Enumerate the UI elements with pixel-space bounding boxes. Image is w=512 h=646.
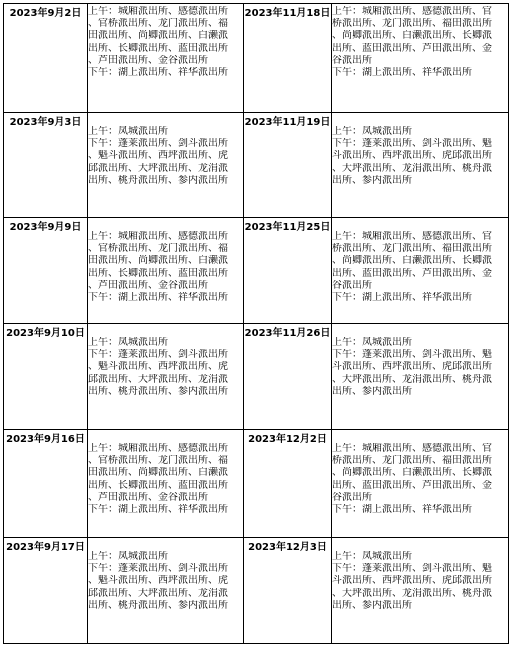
schedule-line: 、官桥派出所、龙门派出所、福: [88, 455, 228, 467]
schedule-line: 上午：凤城派出所: [88, 551, 168, 562]
station-schedule-cell: [88, 324, 244, 430]
schedule-line: 上午：城厢派出所、感德派出所: [88, 443, 228, 454]
schedule-line: 下午：蓬莱派出所、剑斗派出所、魁: [332, 349, 492, 361]
schedule-line: 出所、桃舟派出所、参内派出所: [88, 599, 228, 611]
schedule-line: 、大坪派出所、龙涓派出所、桃舟派: [332, 587, 492, 599]
station-schedule-cell: [88, 430, 244, 538]
date-cell: 2023年9月16日: [4, 430, 88, 538]
schedule-line: 上午：城厢派出所、感德派出所: [88, 6, 228, 17]
schedule-line: 下午：蓬莱派出所、剑斗派出所、魁: [332, 563, 492, 575]
station-schedule-cell: [88, 4, 244, 113]
schedule-body: [4, 4, 509, 644]
schedule-line: 谷派出所: [332, 279, 372, 291]
schedule-line: 邱派出所、大坪派出所、龙涓派: [88, 587, 228, 599]
schedule-line: 、芦田派出所、金谷派出所: [88, 491, 208, 503]
date-cell: 2023年11月25日: [244, 218, 332, 324]
station-schedule-cell: [332, 324, 509, 430]
schedule-row: [4, 113, 509, 218]
station-schedule-cell: [332, 430, 509, 538]
schedule-line: 上午：凤城派出所: [332, 551, 412, 562]
schedule-line: 、魁斗派出所、西坪派出所、虎: [88, 150, 228, 162]
date-cell: 2023年9月10日: [4, 324, 88, 430]
schedule-line: 、官桥派出所、龙门派出所、福: [88, 18, 228, 30]
schedule-line: 斗派出所、西坪派出所、虎邱派出所: [332, 150, 492, 162]
schedule-line: 斗派出所、西坪派出所、虎邱派出所: [332, 575, 492, 587]
schedule-line: 、大坪派出所、龙涓派出所、桃舟派: [332, 373, 492, 385]
date-cell: 2023年9月3日: [4, 113, 88, 218]
schedule-line: 邱派出所、大坪派出所、龙涓派: [88, 373, 228, 385]
schedule-line: 桥派出所、龙门派出所、福田派出所: [332, 18, 492, 30]
schedule-line: 桥派出所、龙门派出所、福田派出所: [332, 455, 492, 467]
schedule-row: [4, 324, 509, 430]
schedule-line: 出所、长卿派出所、蓝田派出所: [88, 42, 228, 54]
schedule-line: 、尚卿派出所、白濑派出所、长卿派: [332, 255, 492, 267]
schedule-line: 、大坪派出所、龙涓派出所、桃舟派: [332, 162, 492, 174]
date-cell: 2023年9月9日: [4, 218, 88, 324]
schedule-line: 谷派出所: [332, 491, 372, 503]
schedule-line: 出所、蓝田派出所、芦田派出所、金: [332, 479, 492, 491]
schedule-line: 上午：凤城派出所: [88, 126, 168, 137]
date-cell: 2023年11月19日: [244, 113, 332, 218]
station-schedule-cell: [88, 538, 244, 644]
station-schedule-cell: [332, 4, 509, 113]
schedule-line: 出所、桃舟派出所、参内派出所: [88, 174, 228, 186]
station-schedule-cell: [332, 113, 509, 218]
station-schedule-cell: [332, 218, 509, 324]
schedule-table: [3, 3, 509, 644]
schedule-row: [4, 430, 509, 538]
schedule-line: 下午：蓬莱派出所、剑斗派出所: [88, 138, 228, 150]
schedule-line: 下午：湖上派出所、祥华派出所: [88, 67, 228, 79]
station-schedule-cell: [88, 218, 244, 324]
date-cell: 2023年9月2日: [4, 4, 88, 113]
schedule-line: 出所、参内派出所: [332, 174, 412, 186]
schedule-line: 上午：城厢派出所、感德派出所、官: [332, 6, 492, 17]
schedule-line: 下午：湖上派出所、祥华派出所: [88, 292, 228, 304]
schedule-line: 出所、长卿派出所、蓝田派出所: [88, 479, 228, 491]
schedule-line: 上午：凤城派出所: [332, 126, 412, 137]
schedule-line: 出所、桃舟派出所、参内派出所: [88, 385, 228, 397]
schedule-line: 上午：城厢派出所、感德派出所: [88, 231, 228, 242]
date-cell: 2023年12月3日: [244, 538, 332, 644]
schedule-line: 下午：湖上派出所、祥华派出所: [332, 292, 472, 304]
schedule-line: 谷派出所: [332, 54, 372, 66]
schedule-line: 、芦田派出所、金谷派出所: [88, 279, 208, 291]
schedule-line: 出所、蓝田派出所、芦田派出所、金: [332, 267, 492, 279]
schedule-line: 下午：蓬莱派出所、剑斗派出所: [88, 349, 228, 361]
schedule-line: 下午：湖上派出所、祥华派出所: [332, 504, 472, 516]
schedule-row: [4, 538, 509, 644]
schedule-line: 、魁斗派出所、西坪派出所、虎: [88, 575, 228, 587]
schedule-line: 下午：蓬莱派出所、剑斗派出所: [88, 563, 228, 575]
schedule-line: 、魁斗派出所、西坪派出所、虎: [88, 361, 228, 373]
schedule-line: 上午：凤城派出所: [332, 337, 412, 348]
date-cell: 2023年11月18日: [244, 4, 332, 113]
schedule-line: 、芦田派出所、金谷派出所: [88, 54, 208, 66]
schedule-line: 下午：蓬莱派出所、剑斗派出所、魁: [332, 138, 492, 150]
station-schedule-cell: [88, 113, 244, 218]
schedule-line: 、尚卿派出所、白濑派出所、长卿派: [332, 30, 492, 42]
station-schedule-cell: [332, 538, 509, 644]
date-cell: 2023年11月26日: [244, 324, 332, 430]
schedule-row: [4, 4, 509, 113]
schedule-line: 田派出所、尚卿派出所、白濑派: [88, 30, 228, 42]
date-cell: 2023年9月17日: [4, 538, 88, 644]
schedule-line: 上午：城厢派出所、感德派出所、官: [332, 231, 492, 242]
schedule-line: 桥派出所、龙门派出所、福田派出所: [332, 243, 492, 255]
date-cell: 2023年12月2日: [244, 430, 332, 538]
schedule-line: 上午：城厢派出所、感德派出所、官: [332, 443, 492, 454]
schedule-line: 下午：湖上派出所、祥华派出所: [88, 504, 228, 516]
schedule-line: 邱派出所、大坪派出所、龙涓派: [88, 162, 228, 174]
schedule-line: 斗派出所、西坪派出所、虎邱派出所: [332, 361, 492, 373]
schedule-line: 田派出所、尚卿派出所、白濑派: [88, 255, 228, 267]
schedule-line: 、尚卿派出所、白濑派出所、长卿派: [332, 467, 492, 479]
schedule-line: 出所、参内派出所: [332, 599, 412, 611]
schedule-line: 出所、蓝田派出所、芦田派出所、金: [332, 42, 492, 54]
schedule-line: 、官桥派出所、龙门派出所、福: [88, 243, 228, 255]
schedule-line: 下午：湖上派出所、祥华派出所: [332, 67, 472, 79]
schedule-row: [4, 218, 509, 324]
schedule-line: 出所、参内派出所: [332, 385, 412, 397]
schedule-line: 上午：凤城派出所: [88, 337, 168, 348]
schedule-line: 田派出所、尚卿派出所、白濑派: [88, 467, 228, 479]
schedule-line: 出所、长卿派出所、蓝田派出所: [88, 267, 228, 279]
